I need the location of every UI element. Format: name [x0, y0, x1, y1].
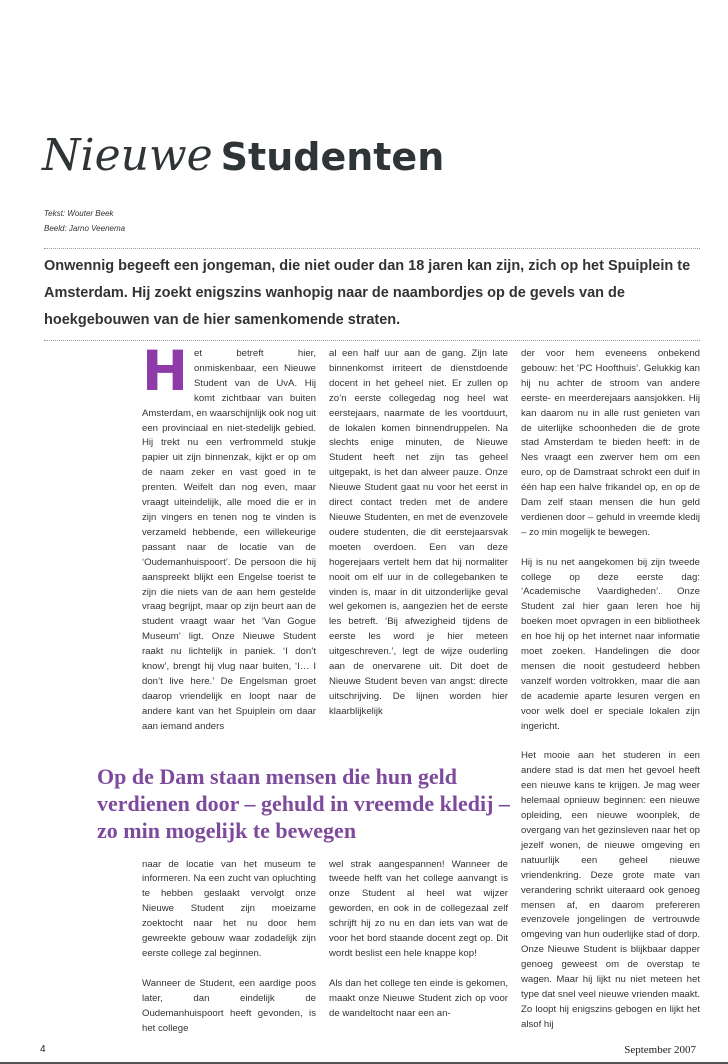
paragraph: der voor hem eveneens onbekend gebouw: het ‘PC Hoofthuis’. Gelukkig kan hij nu achter de stroom van andere eerste- en meerderejaars aansjokken. Hij kan daarom nu in alle rust genieten van de uiterlijke schoonheden die de grote stad Amsterdam te bieden heeft: in de Nes vraagt een zwerver hem om een euro, op de Damstraat schrokt een duif in één hap een halve frikandel op, en op de Dam zelf staan mensen die hun geld verdienen door – gehuld in vreemde kledij – zo min mogelijk te bewegen.: [521, 348, 700, 538]
paragraph: Wanneer de Student, een aardige poos later, dan eindelijk de Oudemanhuispoort heeft gevonden, is het college: [142, 977, 316, 1034]
page-title: [42, 130, 700, 186]
byline: [44, 206, 700, 236]
article-body: [97, 339, 700, 1036]
column-1-bottom: [142, 858, 316, 1037]
intro-lead: Onwennig begeeft een jongeman, die niet ouder dan 18 jaren kan zijn, zich op het Spuiplein te Amsterdam. Hij zoekt enigszins wanhopig naar de naambordjes op de gevels van de hoekgebouwen van de hier samenkomende straten.: [44, 258, 691, 328]
page-footer: [40, 1036, 696, 1056]
paragraph: al een half uur aan de gang. Zijn late binnenkomst irriteert de dienstdoende docent in het geheel niet. Er zullen op zo’n eerste collegedag nog heel wat eerstejaars, naarmate de les voortduurt, de lokalen komen binnendruppelen. Na slechts enige minuten, de Nieuwe Student heeft net zijn tas geheel uitgepakt, is het dan alweer pauze. Onze Nieuwe Student gaat nu voor het eerst in direct contact treden met de andere Nieuwe Studenten, en met de evenzovele oudere studenten, die dit eerstejaarsvak moeten overdoen. Een van deze hogerejaars vertelt hem dat hij normaliter nooit om elf uur in de collegebanken te vinden is, maar in dit uitzonderlijke geval wel gekomen is, aangezien het de eerste les betreft. ‘Bij afwezigheid tijdens de eerste les word je hier meteen uitgeschreven.’, legt de wijze ouderling aan de onervarene uit. Dit doet de Nieuwe Student beven van angst: directe uitschrijving. De lijnen worden hier klaarblijkelijk: [329, 348, 508, 717]
paragraph: Hij is nu net aangekomen bij zijn tweede college op deze eerste dag: ‘Academische Vaardigheden’. Onze Student zal hier gaan leren hoe hij boeken moet opvragen in een bibliotheek en hoe hij op het internet naar informatie moet zoeken. Handelingen die door mensen die nooit gestudeerd hebben vanzelf worden voltrokken, maar die aan de academie aparte lesuren vergen en voor welk doel er speciale lokalen zijn ingericht.: [521, 556, 700, 732]
column-2-top: [329, 347, 508, 720]
column-1-top: [142, 339, 316, 735]
title-bold: Studenten: [220, 135, 445, 179]
column-2-bottom: [329, 858, 508, 1022]
paragraph: Het mooie aan het studeren in een andere stad is dat men het gevoel heeft een nieuwe kans te krijgen. Je mag weer helemaal opnieuw beginnen: een nieuwe opleiding, een nieuwe woonplek, de overgang van het gezinsleven naar het op jezelf wonen, de nieuwe omgeving en natuurlijk een geheel nieuwe vriendenkring. Deze grote mate van verandering schrikt uiteraard ook genoeg mensen af, en daarom prefereren evenzovele jongelingen de vertrouwde omgeving van hun ouderlijke stad of dorp. Onze Nieuwe Student is blijkbaar dapper genoeg geweest om de overstap te wagen. Maar hij lijkt nu niet meteen het type dat snel veel nieuwe vrienden maakt. Zo loopt hij enigszins gebogen en lijkt het alsof hij: [521, 750, 700, 1030]
issue-date: September 2007: [624, 1044, 696, 1057]
page-number: 4: [40, 1044, 46, 1056]
drop-cap: H: [142, 339, 189, 403]
divider: [44, 248, 700, 249]
title-italic: Nieuwe: [42, 130, 213, 181]
pull-quote: Op de Dam staan mensen die hun geld verdienen door – gehuld in vreemde kledij – zo min mogelijk te bewegen: [97, 763, 510, 843]
paragraph: [142, 339, 316, 735]
paragraph-text: et betreft hier, onmiskenbaar, een Nieuwe Student van de UvA. Hij komt zichtbaar van buiten Amsterdam, en waarschijnlijk ook nog uit een provinciaal en niet-stedelijk gebied. Hij trekt nu een verfrommeld stukje papier uit zijn binnenzak, kijkt er op om de naam zeker en vast goed in te prenten. Weifelt dan nog even, maar vraagt uiteindelijk, alle moed die er in zijn vingers en tenen nog te vinden is verzameld hebbende, een willekeurige passant naar de locatie van de ‘Oudemanhuispoort’. De persoon die hij aanspreekt blijkt een Engelse toerist te zijn die niets van de aan hem gestelde vraag begrijpt, maar op zijn beurt aan de student vraagt waar het ‘Van Gogue Museum’ ligt. Onze Nieuwe Student raakt nu lichtelijk in paniek. ‘I don’t know’, brengt hij vlug naar buiten, ‘I… I don’t live here.’ De Engelsman groet daarop vriendelijk en loopt naar de andere kant van het Spuiplein om daar aan iemand anders: [142, 348, 316, 732]
byline-text-author: Tekst: Wouter Beek: [44, 209, 114, 218]
paragraph: naar de locatie van het museum te informeren. Na een zucht van opluchting te hebben geslaakt vervolgt onze Nieuwe Student zijn moeizame zoektocht naar het nu door hem gewreekte gebouw waar zodadelijk zijn eerste college zal beginnen.: [142, 858, 316, 959]
paragraph: Als dan het college ten einde is gekomen, maakt onze Nieuwe Student zich op voor de wandeltocht naar een an-: [329, 977, 508, 1019]
paragraph: wel strak aangespannen! Wanneer de tweede helft van het college aanvangt is onze Student al heel wat wijzer geworden, en ook in de collegezaal zelf schrijft hij zo nu en dan iets van wat de voor het bord staande docent zegt op. Dit wordt beslist een hele knappe kop!: [329, 858, 508, 959]
byline-image-author: Beeld: Jarno Veenema: [44, 224, 126, 233]
column-3: [521, 347, 700, 1033]
